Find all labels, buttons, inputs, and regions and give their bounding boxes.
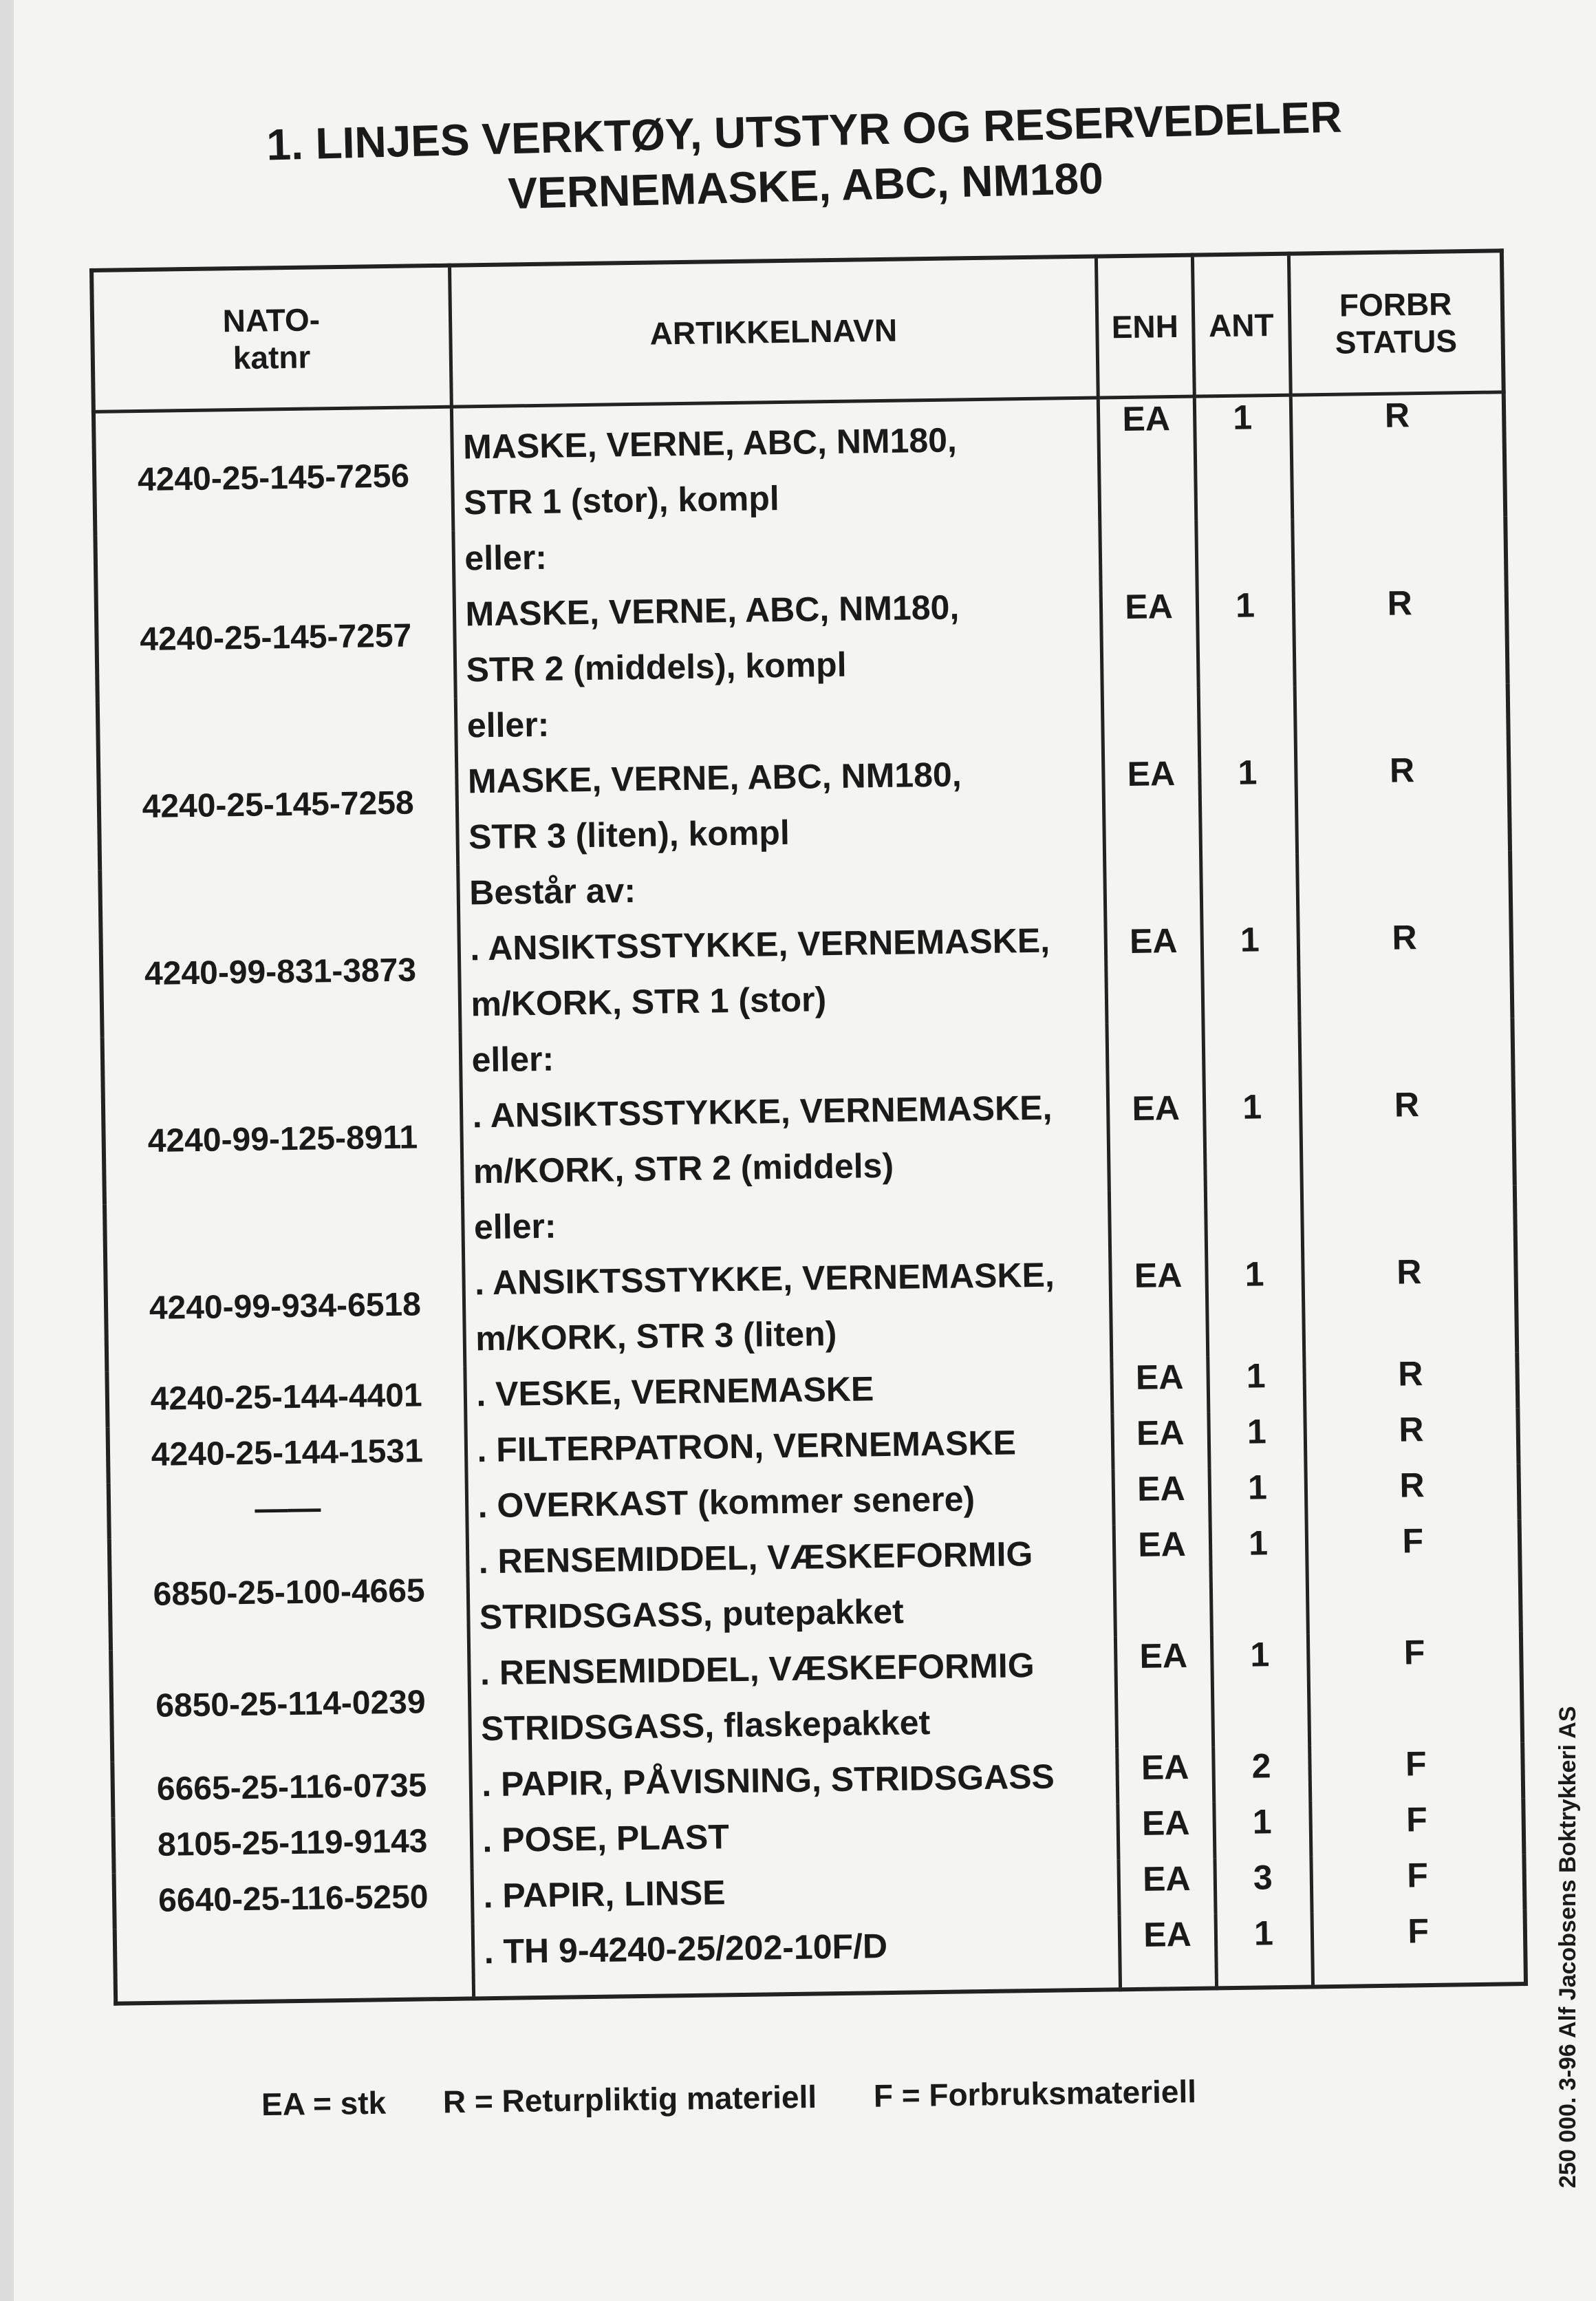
- cell-name-name1: . RENSEMIDDEL, VÆSKEFORMIG: [479, 1646, 1035, 1693]
- cell-nato: 4240-25-144-1531: [108, 1423, 466, 1484]
- cell-stat: F: [1306, 1519, 1521, 1634]
- header-name: ARTIKKELNAVN: [449, 257, 1098, 407]
- cell-ant: 2: [1213, 1745, 1310, 1802]
- legend-f: F = Forbruksmateriell: [873, 2073, 1197, 2114]
- parts-table-wrapper: [89, 248, 1524, 2005]
- cell-nato: 6850-25-100-4665: [109, 1534, 468, 1651]
- cell-name-name1: MASKE, VERNE, ABC, NM180,: [465, 588, 960, 634]
- cell-stat: R: [1302, 1185, 1517, 1355]
- table-row: [95, 516, 1507, 703]
- cell-name-name1: MASKE, VERNE, ABC, NM180,: [462, 420, 958, 467]
- cell-nato: 4240-99-125-8911: [103, 1033, 462, 1205]
- cell-ant: 1: [1216, 1912, 1313, 1988]
- document-title: [150, 86, 1460, 231]
- cell-ant: 1: [1209, 1466, 1306, 1523]
- cell-nato: 8105-25-119-9143: [113, 1812, 471, 1873]
- cell-name-name2: STRIDSGASS, flaskepakket: [480, 1703, 931, 1748]
- cell-stat: F: [1308, 1631, 1522, 1745]
- cell-stat: F: [1310, 1798, 1524, 1856]
- cell-name: [464, 1358, 1112, 1422]
- cell-nato: 4240-25-144-4401: [107, 1367, 465, 1428]
- cell-name: [453, 522, 1101, 698]
- cell-enh: EA: [1111, 1356, 1208, 1413]
- cell-name-name1: . FILTERPATRON, VERNEMASKE: [477, 1423, 1017, 1470]
- table-row: [94, 392, 1505, 536]
- cell-name: [465, 1413, 1112, 1478]
- cell-stat: R: [1297, 850, 1512, 1020]
- cell-name-name1: . OVERKAST (kommer senere): [477, 1479, 975, 1526]
- header-ant: ANT: [1192, 254, 1291, 396]
- cell-nato: 4240-25-145-7258: [98, 698, 457, 870]
- cell-name-name1: . POSE, PLAST: [482, 1817, 730, 1860]
- cell-stat: R: [1304, 1408, 1518, 1466]
- table-row: [98, 683, 1510, 870]
- cell-name-pre: eller:: [466, 705, 550, 745]
- legend: [261, 2070, 1363, 2123]
- cell-stat: R: [1291, 392, 1505, 520]
- cell-name-name1: . ANSIKTSSTYKKE, VERNEMASKE,: [469, 921, 1050, 968]
- cell-ant: 1: [1194, 395, 1293, 520]
- table-row: [109, 1519, 1521, 1651]
- printer-note: 250 000. 3-96 Alf Jacobsens Boktrykkeri AS: [1555, 1706, 1581, 2188]
- parts-table: [89, 248, 1528, 2005]
- cell-nato: 6850-25-114-0239: [111, 1646, 470, 1762]
- title-line-2: VERNEMASKE, ABC, NM180: [507, 153, 1104, 219]
- cell-name-name1: . VESKE, VERNEMASKE: [476, 1369, 874, 1414]
- cell-name: [460, 1023, 1109, 1199]
- cell-enh: EA: [1115, 1635, 1213, 1748]
- cell-name: [472, 1859, 1119, 1924]
- cell-name: [455, 689, 1104, 866]
- header-enh: ENH: [1096, 255, 1194, 398]
- cell-enh: EA: [1117, 1802, 1214, 1859]
- cell-name-name1: . PAPIR, LINSE: [483, 1873, 726, 1916]
- cell-nato: 4240-25-145-7257: [95, 531, 455, 703]
- cell-name-pre: Består av:: [468, 871, 636, 912]
- cell-nato: [115, 1924, 473, 2003]
- cell-name: [451, 398, 1099, 531]
- cell-stat: F: [1309, 1742, 1523, 1801]
- cell-name: [467, 1525, 1115, 1645]
- cell-enh: EA: [1106, 1023, 1205, 1191]
- table-row: [111, 1631, 1522, 1762]
- cell-name: [466, 1469, 1114, 1534]
- cell-name-name1: . ANSIKTSSTYKKE, VERNEMASKE,: [474, 1255, 1055, 1303]
- cell-ant: 1: [1210, 1522, 1308, 1635]
- cell-name-name2: STRIDSGASS, putepakket: [479, 1592, 905, 1637]
- cell-name-name2: STR 2 (middels), kompl: [466, 645, 847, 689]
- cell-ant: 1: [1203, 1021, 1301, 1190]
- cell-name-name1: . ANSIKTSSTYKKE, VERNEMASKE,: [472, 1088, 1053, 1135]
- cell-enh: EA: [1117, 1746, 1214, 1804]
- cell-enh: EA: [1099, 521, 1198, 689]
- cell-nato: 4240-99-831-3873: [100, 866, 460, 1038]
- header-nato: NATO- katnr: [91, 266, 451, 412]
- cell-name: [473, 1915, 1120, 1998]
- cell-name-pre: eller:: [464, 537, 548, 578]
- document-sheet: [14, 0, 1596, 2301]
- cell-name-pre: eller:: [471, 1039, 554, 1080]
- cell-ant: 1: [1200, 854, 1299, 1023]
- cell-name: [457, 856, 1106, 1032]
- header-status: FORBR STATUS: [1288, 250, 1504, 395]
- cell-nato: 4240-99-934-6518: [105, 1200, 464, 1372]
- cell-ant: 1: [1198, 687, 1297, 855]
- cell-enh: EA: [1102, 688, 1200, 857]
- cell-enh: EA: [1114, 1523, 1211, 1636]
- cell-enh: EA: [1098, 396, 1196, 522]
- cell-ant: 3: [1214, 1856, 1311, 1914]
- cell-name-name2: STR 1 (stor), kompl: [463, 479, 780, 522]
- cell-enh: EA: [1119, 1914, 1216, 1989]
- cell-ant: 1: [1196, 520, 1294, 688]
- cell-enh: EA: [1104, 855, 1203, 1024]
- table-row: [100, 850, 1512, 1038]
- table-row: [105, 1185, 1517, 1372]
- cell-name: [462, 1190, 1111, 1367]
- cell-name-name1: MASKE, VERNE, ABC, NM180,: [467, 755, 962, 801]
- cell-enh: EA: [1112, 1412, 1209, 1469]
- cell-enh: EA: [1118, 1858, 1215, 1915]
- legend-ea: EA = stk: [261, 2084, 387, 2123]
- cell-name: [471, 1804, 1118, 1868]
- title-line-1: 1. LINJES VERKTØY, UTSTYR OG RESERVEDELER: [266, 92, 1343, 170]
- cell-nato: 4240-25-145-7256: [94, 407, 453, 536]
- cell-name-name2: STR 3 (liten), kompl: [468, 813, 790, 857]
- cell-enh: EA: [1113, 1468, 1210, 1525]
- cell-stat: F: [1311, 1854, 1524, 1912]
- cell-name-name1: . PAPIR, PÅVISNING, STRIDSGASS: [481, 1757, 1055, 1804]
- cell-stat: R: [1295, 683, 1510, 853]
- legend-r: R = Returpliktig materiell: [442, 2078, 817, 2120]
- cell-name-pre: eller:: [473, 1206, 557, 1247]
- cell-stat: R: [1299, 1018, 1514, 1188]
- cell-stat: R: [1304, 1352, 1518, 1411]
- cell-nato: ——: [109, 1479, 467, 1539]
- cell-ant: 1: [1211, 1634, 1309, 1746]
- cell-name-name2: m/KORK, STR 2 (middels): [473, 1146, 894, 1191]
- cell-name-name2: m/KORK, STR 3 (liten): [475, 1314, 837, 1358]
- table-header-row: [91, 250, 1504, 411]
- cell-ant: 1: [1208, 1411, 1305, 1468]
- cell-stat: F: [1312, 1909, 1526, 1987]
- cell-ant: 1: [1214, 1801, 1311, 1858]
- cell-name-name1: . TH 9-4240-25/202-10F/D: [484, 1927, 888, 1971]
- table-row: [103, 1018, 1515, 1205]
- cell-nato: 6640-25-116-5250: [114, 1868, 473, 1929]
- cell-stat: R: [1292, 516, 1507, 686]
- cell-name-name2: m/KORK, STR 1 (stor): [471, 980, 827, 1024]
- cell-ant: 1: [1207, 1356, 1304, 1413]
- cell-stat: R: [1305, 1464, 1519, 1522]
- cell-ant: 1: [1205, 1188, 1304, 1357]
- cell-name-name1: . RENSEMIDDEL, VÆSKEFORMIG: [478, 1534, 1033, 1581]
- cell-name: [470, 1748, 1117, 1812]
- cell-name: [468, 1636, 1117, 1757]
- cell-nato: 6665-25-116-0735: [112, 1757, 471, 1817]
- cell-enh: EA: [1109, 1189, 1207, 1358]
